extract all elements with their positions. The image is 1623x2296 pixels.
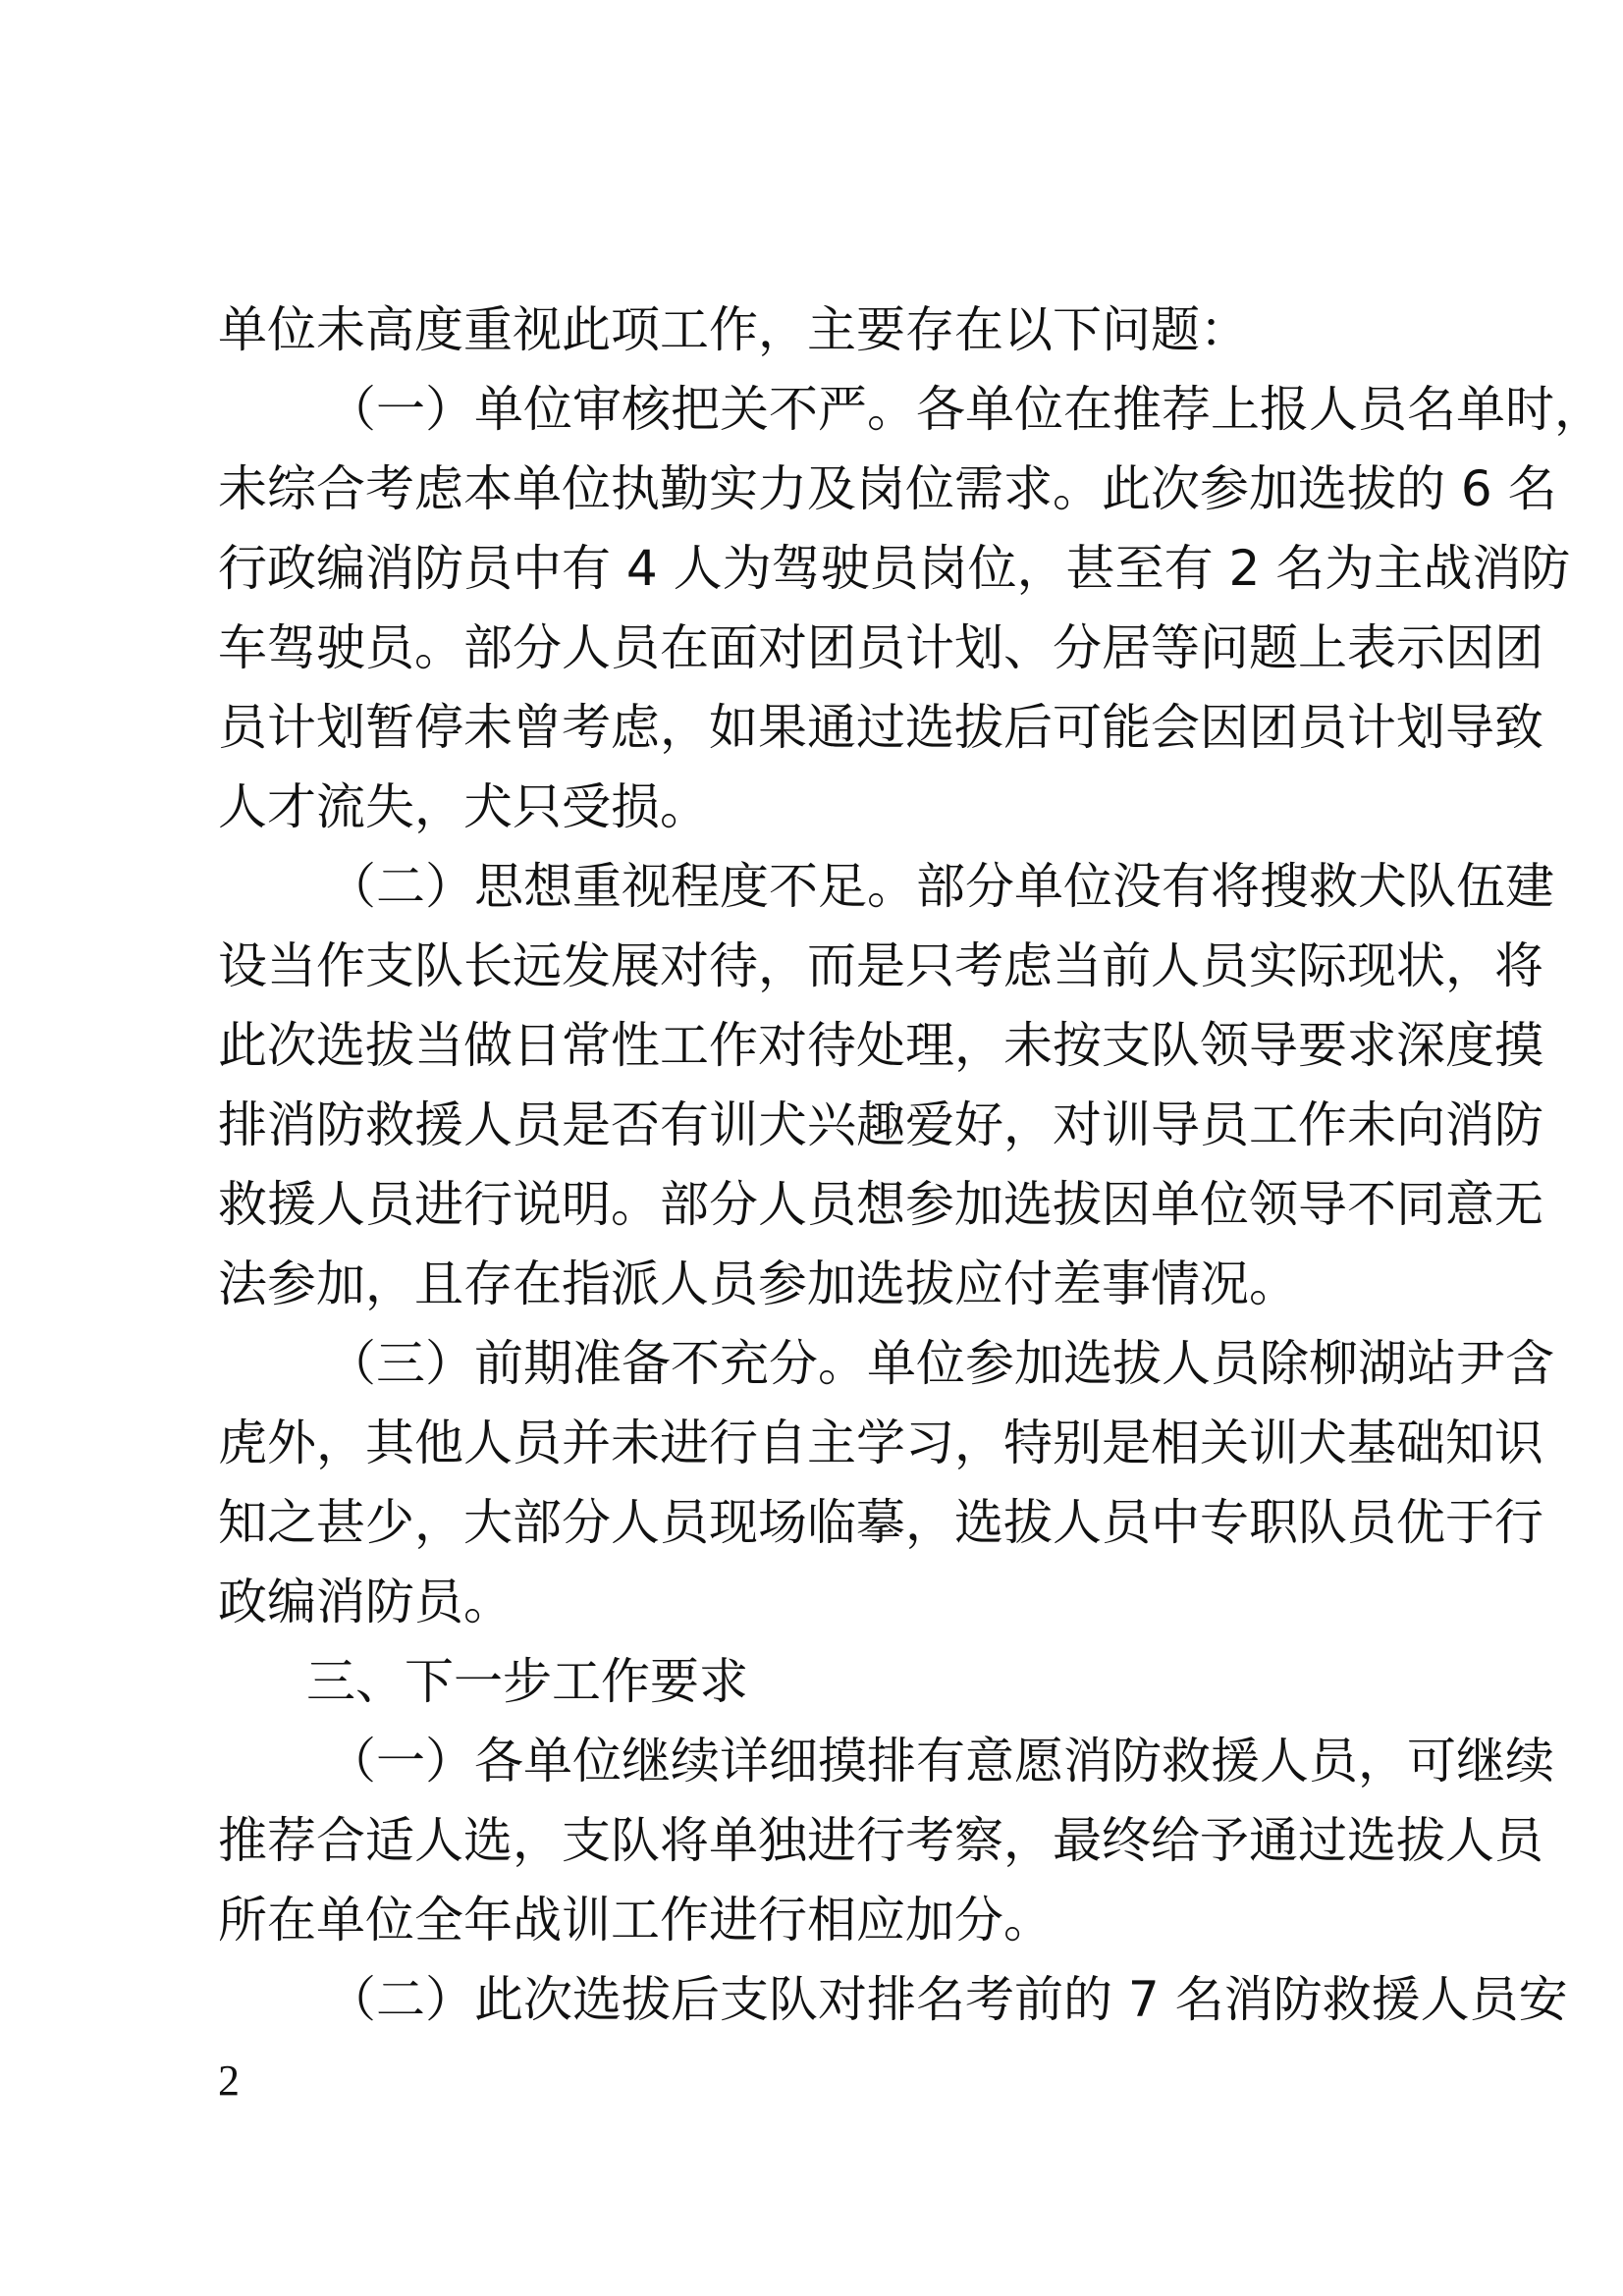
text-line: 此次选拔当做日常性工作对待处理，未按支队领导要求深度摸 — [218, 1017, 1543, 1074]
text-line: 人才流失，犬只受损。 — [218, 778, 709, 835]
text-line: 所在单位全年战训工作进行相应加分。 — [218, 1892, 1053, 1949]
text-line: 虎外，其他人员并未进行自主学习，特别是相关训犬基础知识 — [218, 1415, 1543, 1471]
text-line: 未综合考虑本单位执勤实力及岗位需求。此次参加选拔的 6 名 — [218, 460, 1557, 517]
text-line: 推荐合适人选，支队将单独进行考察，最终给予通过选拔人员 — [218, 1812, 1543, 1869]
text-line: （二）此次选拔后支队对排名考前的 7 名消防救援人员安 — [327, 1971, 1568, 2028]
text-line: （一）单位审核把关不严。各单位在推荐上报人员名单时， — [327, 381, 1603, 438]
text-line: 排消防救援人员是否有训犬兴趣爱好，对训导员工作未向消防 — [218, 1096, 1543, 1153]
page-number: 2 — [218, 2056, 240, 2105]
text-line: 政编消防员。 — [218, 1574, 513, 1630]
text-line: （一）各单位继续详细摸排有意愿消防救援人员，可继续 — [327, 1733, 1554, 1789]
text-line: （二）思想重视程度不足。部分单位没有将搜救犬队伍建 — [327, 858, 1554, 915]
text-line: 救援人员进行说明。部分人员想参加选拔因单位领导不同意无 — [218, 1176, 1543, 1233]
text-line: 车驾驶员。部分人员在面对团员计划、分居等问题上表示因团 — [218, 619, 1543, 676]
text-line: 行政编消防员中有 4 人为驾驶员岗位，甚至有 2 名为主战消防 — [218, 540, 1571, 597]
text-line: 设当作支队长远发展对待，而是只考虑当前人员实际现状，将 — [218, 937, 1543, 994]
text-line: 员计划暂停未曾考虑，如果通过选拔后可能会因团员计划导致 — [218, 699, 1543, 756]
text-line: （三）前期准备不充分。单位参加选拔人员除柳湖站尹含 — [327, 1335, 1554, 1392]
text-line: 知之甚少，大部分人员现场临摹，选拔人员中专职队员优于行 — [218, 1494, 1543, 1551]
text-line: 单位未高度重视此项工作，主要存在以下问题： — [218, 301, 1249, 358]
section-heading: 三、下一步工作要求 — [306, 1653, 748, 1710]
text-line: 法参加，且存在指派人员参加选拔应付差事情况。 — [218, 1255, 1298, 1312]
